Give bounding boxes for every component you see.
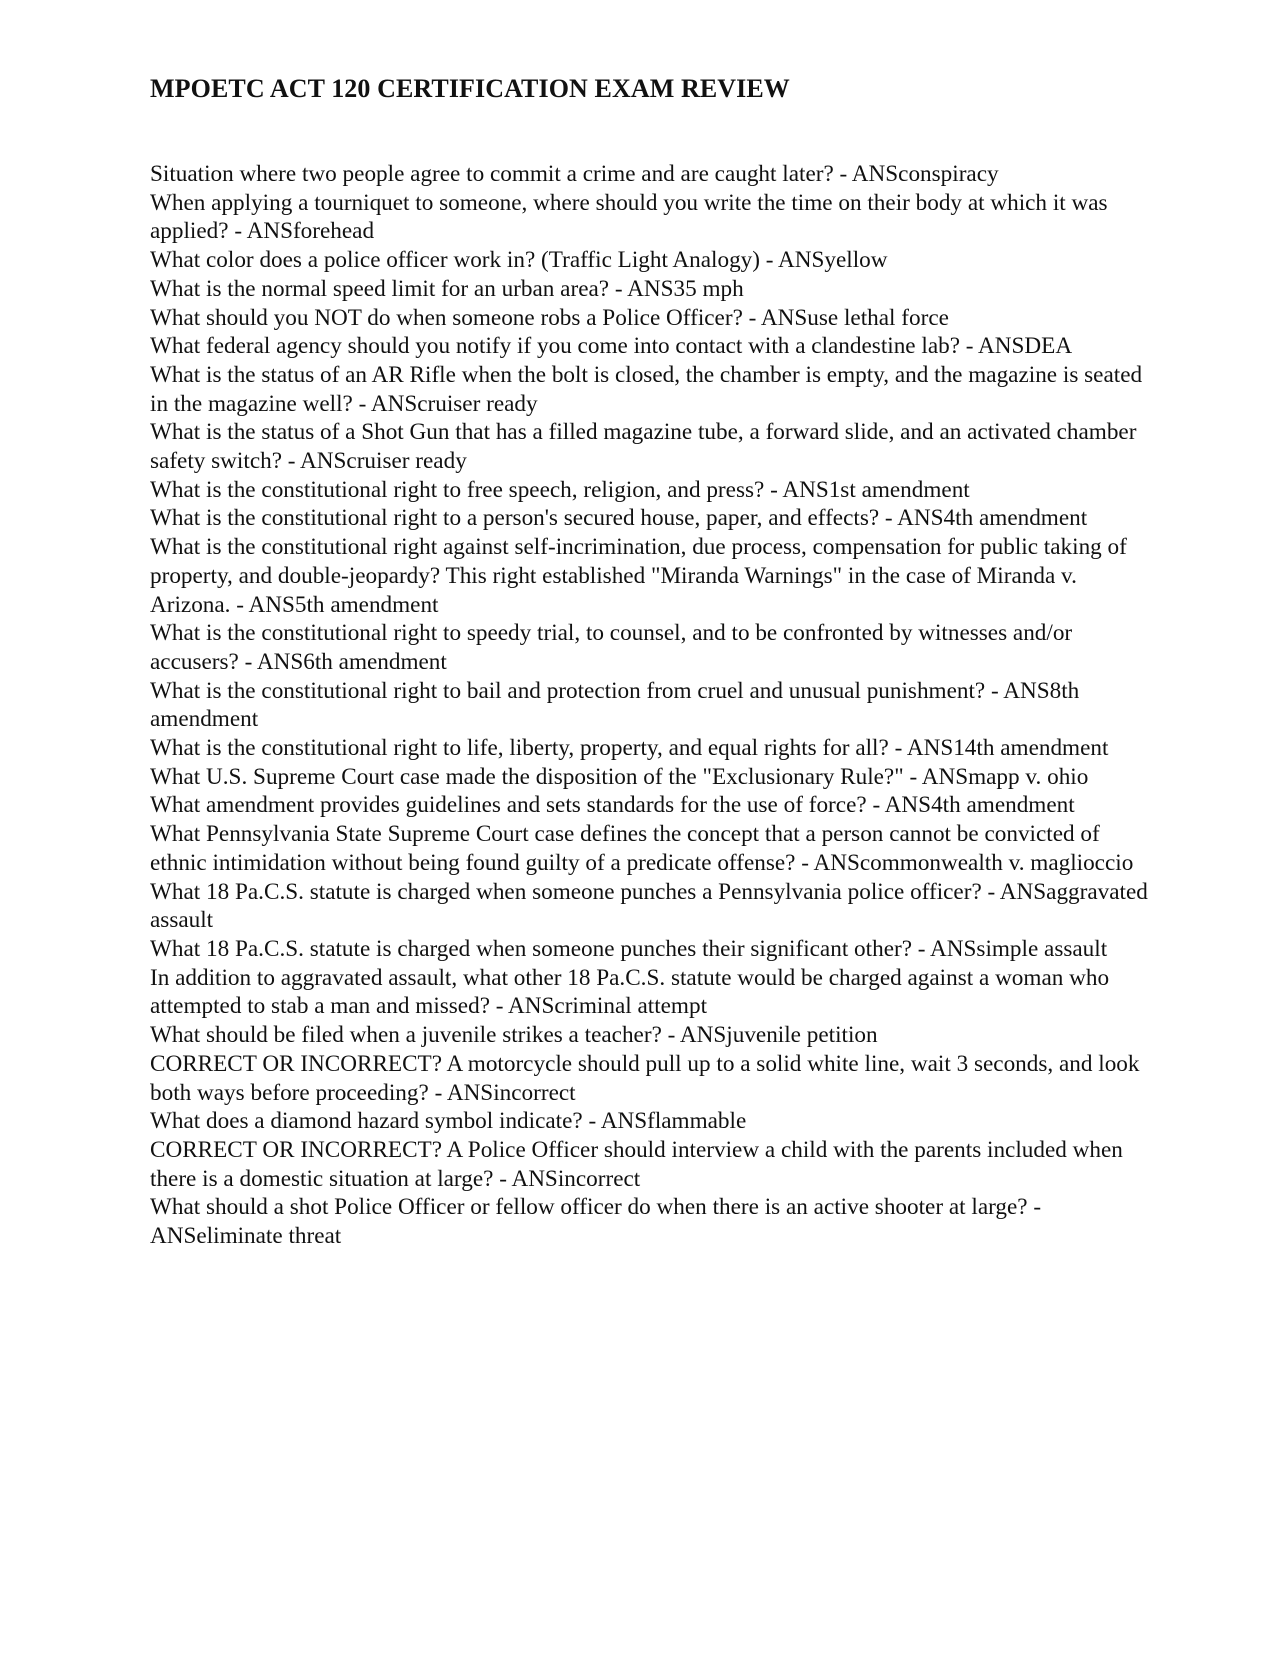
list-item: What is the constitutional right to a person's secured house, paper, and effects? - ANS4th amendment bbox=[150, 505, 1088, 532]
list-item: What amendment provides guidelines and sets standards for the use of force? - ANS4th amendment bbox=[150, 792, 1075, 819]
list-item: What should be filed when a juvenile strikes a teacher? - ANSjuvenile petition bbox=[150, 1022, 878, 1049]
list-item: Situation where two people agree to commit a crime and are caught later? - ANSconspiracy bbox=[150, 161, 999, 187]
list-item: What is the constitutional right to bail and protection from cruel and unusual punishment? - ANS8th amendment bbox=[150, 677, 1080, 733]
list-item: What 18 Pa.C.S. statute is charged when someone punches a Pennsylvania police officer? - ANSaggravated assault bbox=[150, 878, 1148, 934]
page-title: MPOETC ACT 120 CERTIFICATION EXAM REVIEW bbox=[150, 74, 790, 103]
list-item: What is the constitutional right against self-incrimination, due process, compensation for public taking of property, and double-jeopardy? This right established "Miranda Warnings" in the case of Miranda v. Arizona. - ANS5th amendment bbox=[150, 534, 1127, 618]
list-item: What is the constitutional right to speedy trial, to counsel, and to be confronted by witnesses and/or accusers? - ANS6th amendment bbox=[150, 620, 1073, 675]
list-item: What 18 Pa.C.S. statute is charged when someone punches their significant other? - ANSsimple assault bbox=[150, 935, 1108, 962]
list-item: CORRECT OR INCORRECT? A Police Officer should interview a child with the parents included when there is a domestic situation at large? - ANSincorrect bbox=[150, 1136, 1123, 1192]
list-item: What federal agency should you notify if you come into contact with a clandestine lab? - ANSDEA bbox=[150, 333, 1073, 360]
list-item: What does a diamond hazard symbol indicate? - ANSflammable bbox=[150, 1108, 747, 1135]
list-item: In addition to aggravated assault, what other 18 Pa.C.S. statute would be charged against a woman who attempted to stab a man and missed? - ANScriminal attempt bbox=[150, 964, 1110, 1020]
list-item: What should a shot Police Officer or fellow officer do when there is an active shooter at large? - ANSeliminate threat bbox=[150, 1194, 1042, 1250]
list-item: CORRECT OR INCORRECT? A motorcycle should pull up to a solid white line, wait 3 seconds, and look both ways before proceeding? - ANSincorrect bbox=[150, 1050, 1140, 1106]
list-item: What color does a police officer work in? (Traffic Light Analogy) - ANSyellow bbox=[150, 247, 888, 274]
list-item: What is the status of an AR Rifle when the bolt is closed, the chamber is empty, and the magazine is seated in the magazine well? - ANScruiser ready bbox=[150, 361, 1143, 417]
list-item: What is the constitutional right to life, liberty, property, and equal rights for all? - ANS14th amendment bbox=[150, 735, 1109, 762]
list-item: When applying a tourniquet to someone, where should you write the time on their body at which it was applied? - ANSforehead bbox=[150, 189, 1108, 245]
list-item: What is the constitutional right to free speech, religion, and press? - ANS1st amendment bbox=[150, 476, 970, 503]
list-item: What should you NOT do when someone robs a Police Officer? - ANSuse lethal force bbox=[150, 304, 949, 331]
list-item: What U.S. Supreme Court case made the disposition of the "Exclusionary Rule?" - ANSmapp v. ohio bbox=[150, 763, 1089, 790]
list-item: What is the status of a Shot Gun that has a filled magazine tube, a forward slide, and an activated chamber safety switch? - ANScruiser ready bbox=[150, 419, 1137, 475]
qa-list bbox=[150, 160, 1150, 1251]
list-item: What Pennsylvania State Supreme Court case defines the concept that a person cannot be convicted of ethnic intimidation without being found guilty of a predicate offense? - ANScommonwealth v. maglioccio bbox=[150, 821, 1134, 876]
list-item: What is the normal speed limit for an urban area? - ANS35 mph bbox=[150, 275, 744, 302]
